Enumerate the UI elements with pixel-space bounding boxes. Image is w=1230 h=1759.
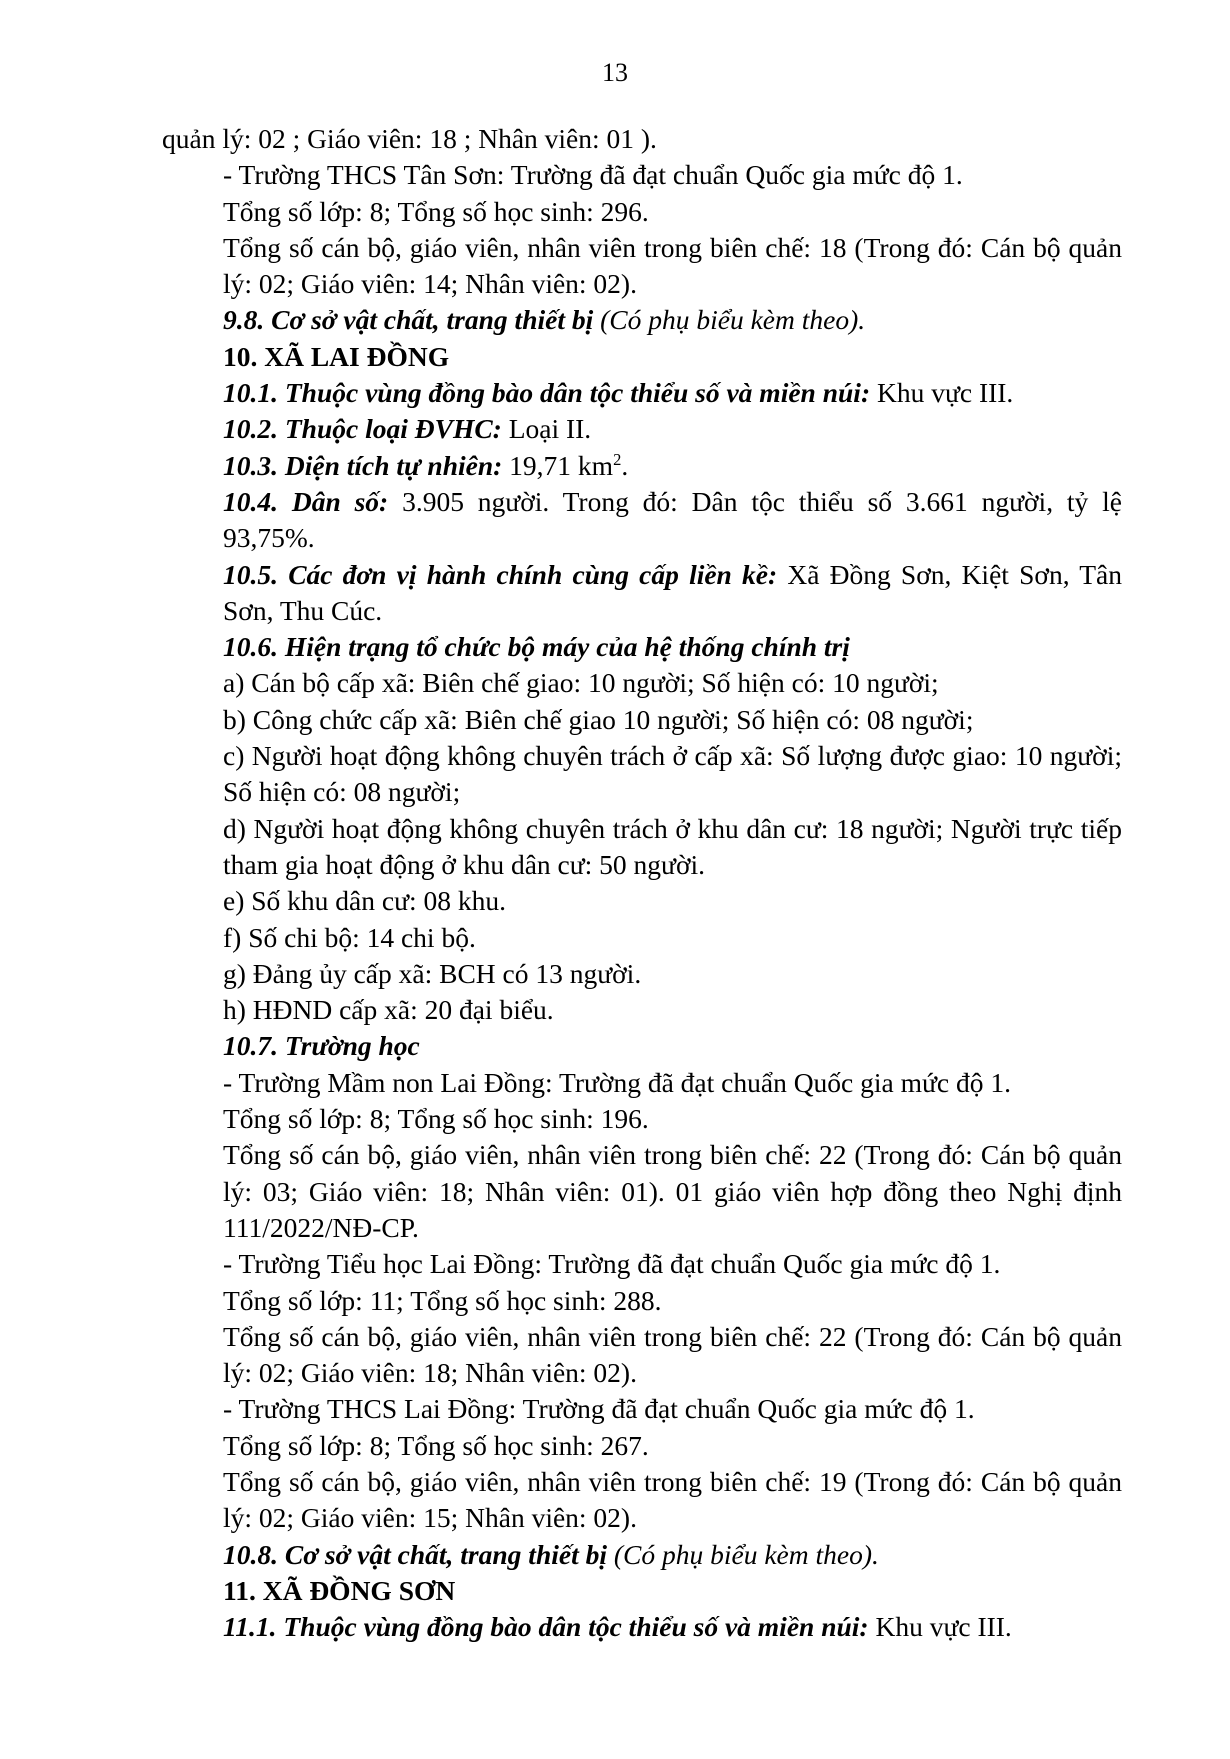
- section-heading: 10.8. Cơ sở vật chất, trang thiết bị: [223, 1538, 607, 1570]
- list-item-d: d) Người hoạt động không chuyên trách ở khu dân cư: 18 người; Người trực tiếp tham gia hoạt động ở khu dân cư: 50 người.: [223, 812, 1122, 880]
- list-item-c: c) Người hoạt động không chuyên trách ở cấp xã: Số lượng được giao: 10 người; Số hiện có: 08 người;: [223, 740, 1122, 808]
- section-value: Khu vực III.: [870, 377, 1014, 409]
- section-10-2: [162, 411, 1122, 447]
- section-value: Khu vực III.: [868, 1611, 1012, 1643]
- section-11-1: [162, 1609, 1122, 1645]
- list-item-b: b) Công chức cấp xã: Biên chế giao 10 người; Số hiện có: 08 người;: [223, 703, 974, 735]
- section-value-end: .: [621, 449, 629, 481]
- school-staff: Tổng số cán bộ, giáo viên, nhân viên trong biên chế: 22 (Trong đó: Cán bộ quản lý: 03; Giáo viên: 18; Nhân viên: 01). 01 giáo viên hợp đồng theo Nghị định 111/2022/NĐ-CP.: [223, 1139, 1122, 1243]
- school-staff: Tổng số cán bộ, giáo viên, nhân viên trong biên chế: 22 (Trong đó: Cán bộ quản lý: 02; Giáo viên: 18; Nhân viên: 02).: [223, 1320, 1122, 1389]
- section-10-4: [162, 484, 1122, 557]
- section-heading: 10.1. Thuộc vùng đồng bào dân tộc thiểu số và miền núi:: [223, 377, 871, 409]
- section-value: 19,71 km: [502, 449, 614, 481]
- section-10-6-heading: 10.6. Hiện trạng tổ chức bộ máy của hệ thống chính trị: [223, 631, 850, 663]
- section-heading: 9.8. Cơ sở vật chất, trang thiết bị: [223, 304, 594, 336]
- document-body: [162, 121, 1122, 1645]
- school-classes: Tổng số lớp: 11; Tổng số học sinh: 288.: [223, 1284, 662, 1316]
- heading-xa-dong-son: 11. XÃ ĐỒNG SƠN: [223, 1574, 456, 1606]
- list-item-a: a) Cán bộ cấp xã: Biên chế giao: 10 người; Số hiện có: 10 người;: [223, 667, 939, 699]
- section-value: 3.905 người. Trong đó: Dân tộc thiểu số 3.661 người, tỷ lệ 93,75%.: [223, 485, 1123, 554]
- school-staff: Tổng số cán bộ, giáo viên, nhân viên trong biên chế: 18 (Trong đó: Cán bộ quản lý: 02; Giáo viên: 14; Nhân viên: 02).: [223, 231, 1122, 300]
- section-10-1: [162, 375, 1122, 411]
- list-item-f: f) Số chi bộ: 14 chi bộ.: [223, 921, 476, 953]
- school-title-mam-non: - Trường Mầm non Lai Đồng: Trường đã đạt chuẩn Quốc gia mức độ 1.: [223, 1066, 1011, 1098]
- section-9-8: [162, 302, 1122, 338]
- school-title-tieu-hoc: - Trường Tiểu học Lai Đồng: Trường đã đạt chuẩn Quốc gia mức độ 1.: [223, 1248, 1001, 1280]
- list-item-g: g) Đảng ủy cấp xã: BCH có 13 người.: [223, 957, 642, 989]
- section-heading: 10.3. Diện tích tự nhiên:: [223, 449, 503, 481]
- paragraph-line: quản lý: 02 ; Giáo viên: 18 ; Nhân viên: 01 ).: [162, 123, 657, 154]
- section-value: Loại II.: [501, 413, 592, 445]
- list-item-h: h) HĐND cấp xã: 20 đại biểu.: [223, 994, 554, 1026]
- list-item-e: e) Số khu dân cư: 08 khu.: [223, 885, 506, 917]
- school-classes: Tổng số lớp: 8; Tổng số học sinh: 296.: [223, 195, 649, 227]
- section-10-7-heading: 10.7. Trường học: [223, 1030, 420, 1062]
- section-note: (Có phụ biểu kèm theo).: [593, 304, 866, 336]
- superscript: 2: [613, 449, 622, 469]
- school-staff: Tổng số cán bộ, giáo viên, nhân viên trong biên chế: 19 (Trong đó: Cán bộ quản lý: 02; Giáo viên: 15; Nhân viên: 02).: [223, 1465, 1122, 1534]
- section-10-8: [162, 1537, 1122, 1573]
- school-classes: Tổng số lớp: 8; Tổng số học sinh: 267.: [223, 1429, 649, 1461]
- section-10-3: [162, 448, 1122, 484]
- section-heading: 10.5. Các đơn vị hành chính cùng cấp liền kề:: [223, 558, 778, 590]
- section-heading: 10.4. Dân số:: [223, 485, 389, 517]
- section-10-5: [162, 557, 1122, 630]
- section-value: Xã Đồng Sơn, Kiệt Sơn, Tân Sơn, Thu Cúc.: [223, 558, 1123, 626]
- heading-xa-lai-dong: 10. XÃ LAI ĐỒNG: [223, 340, 450, 372]
- section-heading: 10.2. Thuộc loại ĐVHC:: [223, 413, 502, 445]
- school-title-thcs: - Trường THCS Lai Đồng: Trường đã đạt chuẩn Quốc gia mức độ 1.: [223, 1393, 975, 1425]
- section-heading: 11.1. Thuộc vùng đồng bào dân tộc thiểu số và miền núi:: [223, 1611, 869, 1643]
- school-title-tan-son: - Trường THCS Tân Sơn: Trường đã đạt chuẩn Quốc gia mức độ 1.: [223, 159, 963, 191]
- school-classes: Tổng số lớp: 8; Tổng số học sinh: 196.: [223, 1103, 649, 1135]
- page-number: 13: [602, 58, 628, 87]
- section-note: (Có phụ biểu kèm theo).: [607, 1538, 879, 1570]
